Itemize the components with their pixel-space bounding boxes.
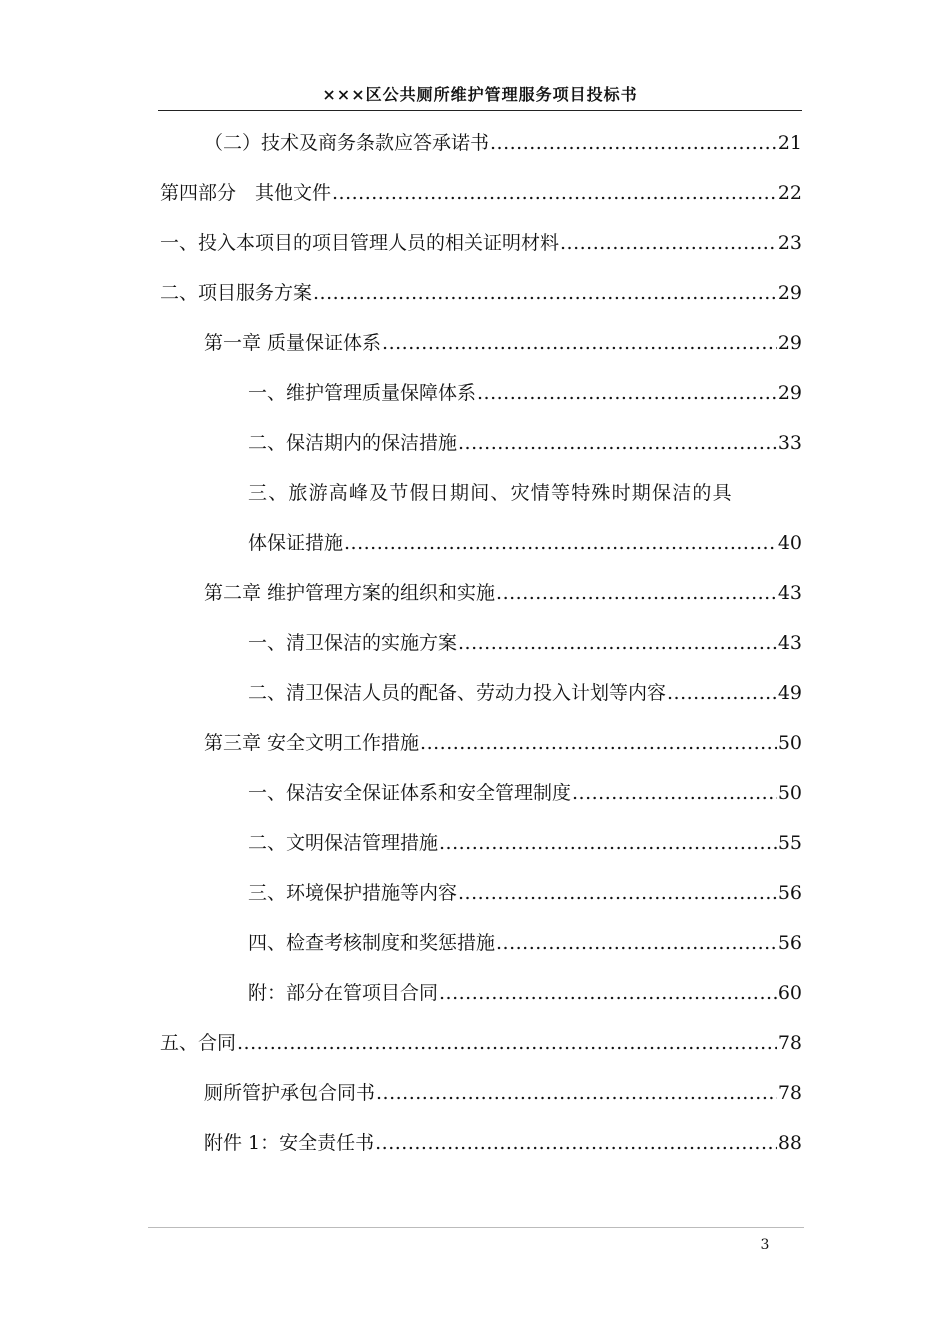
toc-entry-title: 三、旅游高峰及节假日期间、灾情等特殊时期保洁的具 [248,482,733,504]
toc-entry[interactable] [158,1068,802,1118]
toc-entry-title: 厕所管护承包合同书 [204,1082,376,1104]
toc-entry-title: 二、保洁期内的保洁措施 [248,432,458,454]
toc-entry-title: 第四部分 其他文件 [160,182,332,204]
table-of-contents [158,118,802,1168]
toc-entry-title: 第二章 维护管理方案的组织和实施 [204,582,496,604]
toc-page-number: 55 [777,832,802,854]
toc-dot-leader [560,218,777,268]
toc-page-number: 40 [777,532,802,554]
toc-dot-leader [420,718,777,768]
toc-entry-title: 五、合同 [160,1032,237,1054]
toc-page-number: 23 [777,232,802,254]
toc-dot-leader [375,1118,777,1168]
toc-entry[interactable] [158,718,802,768]
toc-entry[interactable] [158,968,802,1018]
toc-entry[interactable] [158,518,802,568]
toc-entry-title: 三、环境保护措施等内容 [248,882,458,904]
toc-entry[interactable] [158,1018,802,1068]
header-rule [158,110,802,111]
toc-dot-leader [667,668,777,718]
toc-page-number: 88 [777,1132,802,1154]
toc-entry-title: 一、维护管理质量保障体系 [248,382,477,404]
toc-page-number: 29 [777,282,802,304]
toc-entry[interactable] [158,768,802,818]
toc-entry[interactable] [158,918,802,968]
toc-page-number: 56 [777,882,802,904]
toc-dot-leader [458,868,777,918]
toc-entry[interactable] [158,168,802,218]
toc-page-number: 43 [777,582,802,604]
toc-dot-leader [572,768,777,818]
toc-entry[interactable] [158,418,802,468]
footer-rule [148,1227,804,1228]
toc-dot-leader [458,618,777,668]
toc-entry[interactable] [158,1118,802,1168]
toc-entry-title: 第一章 质量保证体系 [204,332,382,354]
toc-page-number: 29 [777,332,802,354]
toc-dot-leader [439,818,777,868]
toc-entry-wrapped-line[interactable] [158,468,802,518]
toc-entry[interactable] [158,318,802,368]
toc-page-number: 29 [777,382,802,404]
toc-entry-title: 附件 1：安全责任书 [204,1132,375,1154]
toc-entry[interactable] [158,368,802,418]
toc-entry-title: 一、保洁安全保证体系和安全管理制度 [248,782,572,804]
toc-dot-leader [496,568,777,618]
toc-entry-title: （二）技术及商务条款应答承诺书 [204,132,490,154]
toc-entry-title: 第三章 安全文明工作措施 [204,732,420,754]
toc-entry[interactable] [158,868,802,918]
toc-page-number: 60 [777,982,802,1004]
page-number: 3 [760,1237,770,1253]
toc-entry[interactable] [158,618,802,668]
toc-dot-leader [237,1018,777,1068]
toc-page-number: 49 [777,682,802,704]
toc-dot-leader [332,168,777,218]
toc-entry-title: 一、清卫保洁的实施方案 [248,632,458,654]
toc-entry[interactable] [158,118,802,168]
toc-dot-leader [496,918,777,968]
toc-dot-leader [376,1068,777,1118]
toc-dot-leader [490,118,777,168]
toc-page-number: 50 [777,732,802,754]
toc-dot-leader [313,268,777,318]
toc-dot-leader [458,418,777,468]
toc-entry-title: 二、项目服务方案 [160,282,313,304]
toc-dot-leader [344,518,777,568]
toc-page-number: 78 [777,1032,802,1054]
toc-dot-leader [382,318,777,368]
page-header-title: ×××区公共厕所维护管理服务项目投标书 [322,85,638,104]
toc-entry-title: 二、清卫保洁人员的配备、劳动力投入计划等内容 [248,682,667,704]
toc-entry[interactable] [158,818,802,868]
toc-page-number: 50 [777,782,802,804]
toc-entry[interactable] [158,218,802,268]
toc-page-number: 22 [777,182,802,204]
toc-page-number: 21 [777,132,802,154]
toc-page-number: 33 [777,432,802,454]
toc-entry[interactable] [158,268,802,318]
toc-entry[interactable] [158,568,802,618]
toc-page-number: 78 [777,1082,802,1104]
toc-page-number: 43 [777,632,802,654]
toc-page-number: 56 [777,932,802,954]
toc-entry-title: 二、文明保洁管理措施 [248,832,439,854]
toc-entry-title: 附：部分在管项目合同 [248,982,439,1004]
toc-dot-leader [477,368,777,418]
toc-entry-title-continuation: 体保证措施 [248,532,344,554]
toc-entry[interactable] [158,668,802,718]
toc-entry-title: 四、检查考核制度和奖惩措施 [248,932,496,954]
toc-dot-leader [439,968,777,1018]
toc-entry-title: 一、投入本项目的项目管理人员的相关证明材料 [160,232,560,254]
